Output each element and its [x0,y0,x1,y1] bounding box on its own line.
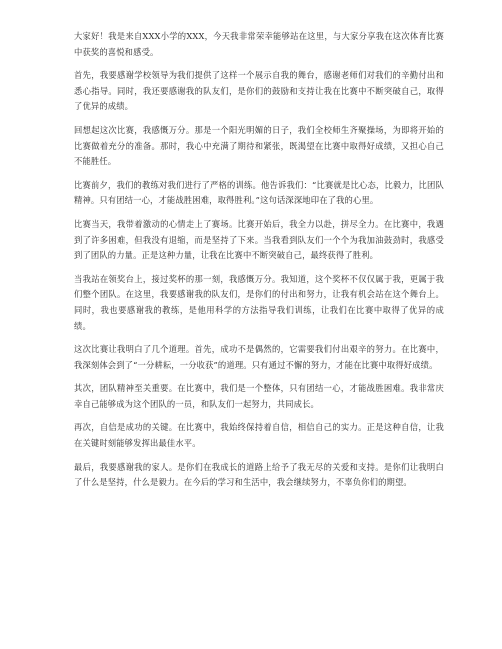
paragraph-recall: 回想起这次比赛，我感慨万分。那是一个阳光明媚的日子，我们全校师生齐聚操场，为即将开始的比赛做着充分的准备。那时，我心中充满了期待和紧张，既渴望在比赛中取得好成绩，又担心自己不能胜任。 [74,124,444,167]
paragraph-confidence: 再次，自信是成功的关键。在比赛中，我始终保持着自信，相信自己的实力。正是这种自信，让我在关键时刻能够发挥出最佳水平。 [74,422,444,449]
paragraph-podium: 当我站在领奖台上，接过奖杯的那一刻，我感慨万分。我知道，这个奖杯不仅仅属于我，更属于我们整个团队。在这里，我要感谢我的队友们，是你们的付出和努力，让我有机会站在这个舞台上。同时，我也要感谢我的教练，是他用科学的方法指导我们训练，让我们在比赛中取得了优异的成绩。 [74,273,444,331]
paragraph-thanks-school: 首先，我要感谢学校领导为我们提供了这样一个展示自我的舞台，感谢老师们对我们的辛勤付出和悉心指导。同时，我还要感谢我的队友们，是你们的鼓励和支持让我在比赛中不断突破自己，取得了优异的成绩。 [74,70,444,112]
paragraph-greeting: 大家好！我是来自XXX小学的XXX，今天我非常荣幸能够站在这里，与大家分享我在这次体育比赛中获奖的喜悦和感受。 [74,31,444,57]
paragraph-match-day: 比赛当天，我带着激动的心情走上了赛场。比赛开始后，我全力以赴，拼尽全力。在比赛中，我遇到了许多困难，但我没有退缩，而是坚持了下来。当我看到队友们一个个为我加油鼓劲时，我感受到了团队的力量。正是这种力量，让我在比赛中不断突破自己，最终获得了胜利。 [74,218,444,261]
paragraph-training: 比赛前夕，我们的教练对我们进行了严格的训练。他告诉我们：“比赛就是比心态，比毅力，比团队精神。只有团结一心，才能战胜困难，取得胜利。”这句话深深地印在了我的心里。 [74,179,444,206]
paragraph-lessons: 这次比赛让我明白了几个道理。首先，成功不是偶然的，它需要我们付出艰辛的努力。在比赛中，我深刻体会到了“一分耕耘，一分收获”的道理。只有通过不懈的努力，才能在比赛中取得好成绩。 [74,344,444,370]
paragraph-teamwork: 其次，团队精神至关重要。在比赛中，我们是一个整体，只有团结一心，才能战胜困难。我非常庆幸自己能够成为这个团队的一员，和队友们一起努力，共同成长。 [74,383,444,409]
paragraph-family: 最后，我要感谢我的家人。是你们在我成长的道路上给予了我无尽的关爱和支持。是你们让我明白了什么是坚持，什么是毅力。在今后的学习和生活中，我会继续努力，不辜负你们的期望。 [74,461,444,488]
